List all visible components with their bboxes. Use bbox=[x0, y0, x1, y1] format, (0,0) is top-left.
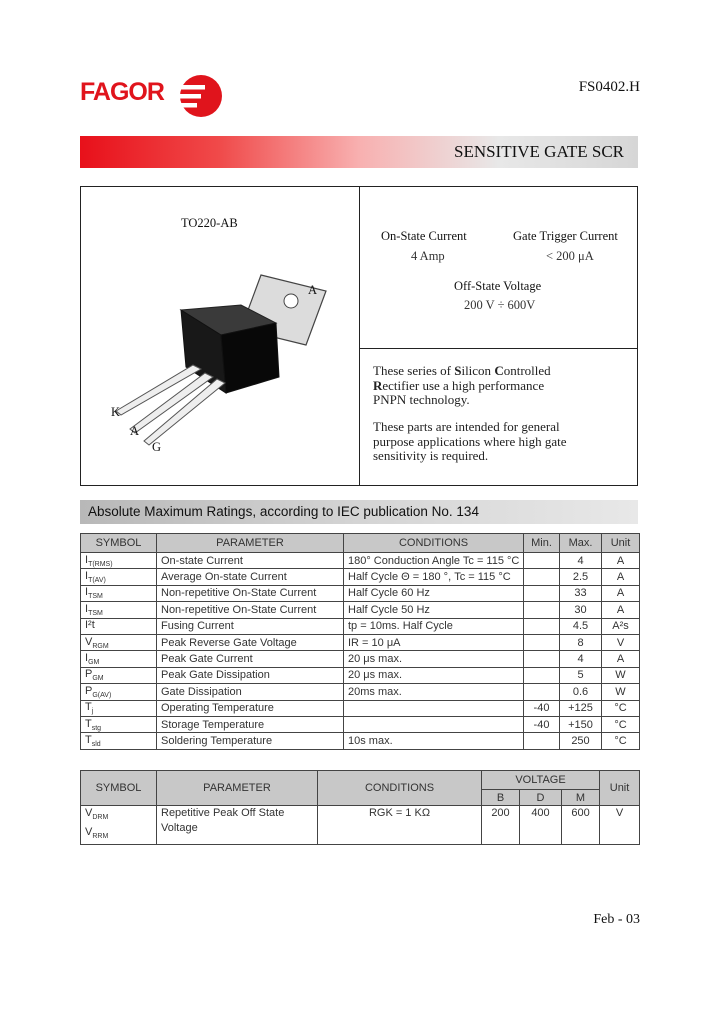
header-conditions: CONDITIONS bbox=[344, 534, 524, 553]
vt-header-symbol: SYMBOL bbox=[81, 771, 157, 806]
rating-conditions: tp = 10ms. Half Cycle bbox=[344, 618, 524, 634]
rating-min bbox=[524, 634, 560, 650]
rating-parameter: Non-repetitive On-State Current bbox=[157, 602, 344, 618]
vt-header-parameter: PARAMETER bbox=[157, 771, 318, 806]
vt-parameter-cell: Repetitive Peak Off State Voltage bbox=[157, 806, 318, 845]
rating-parameter: Average On-state Current bbox=[157, 569, 344, 585]
rating-symbol: $I_{T(AV)}$ bbox=[81, 569, 157, 585]
vt-data-row bbox=[81, 806, 640, 845]
title-banner bbox=[80, 136, 638, 168]
ratings-row bbox=[81, 716, 640, 732]
rating-min bbox=[524, 585, 560, 601]
rating-conditions: 20 μs max. bbox=[344, 667, 524, 683]
brand-logo-text: FAGOR bbox=[80, 78, 164, 106]
rating-parameter: Peak Reverse Gate Voltage bbox=[157, 634, 344, 650]
vertical-divider bbox=[359, 187, 360, 485]
ratings-row bbox=[81, 634, 640, 650]
device-info-box bbox=[80, 186, 638, 486]
gate-trigger-value: < 200 μA bbox=[546, 249, 594, 263]
rating-max: 30 bbox=[560, 602, 602, 618]
rating-symbol: $I_{TSM}$ bbox=[81, 585, 157, 601]
ratings-row bbox=[81, 569, 640, 585]
rating-min bbox=[524, 553, 560, 569]
ratings-section-title: Absolute Maximum Ratings, according to IEC publication No. 134 bbox=[88, 504, 479, 519]
rating-parameter: Fusing Current bbox=[157, 618, 344, 634]
document-id: FS0402.H bbox=[578, 79, 640, 95]
header-max: Max. bbox=[560, 534, 602, 553]
header-min: Min. bbox=[524, 534, 560, 553]
rating-min bbox=[524, 651, 560, 667]
rating-symbol: $T_{sld}$ bbox=[81, 733, 157, 749]
rating-symbol: $P_{GM}$ bbox=[81, 667, 157, 683]
rating-unit: °C bbox=[602, 733, 640, 749]
pin-label-g: G bbox=[152, 440, 162, 454]
ratings-section-header bbox=[80, 500, 638, 524]
rating-conditions: Half Cycle 60 Hz bbox=[344, 585, 524, 601]
vt-grade-d: D bbox=[520, 790, 562, 806]
pin-label-tab: A bbox=[308, 283, 318, 297]
rating-conditions bbox=[344, 716, 524, 732]
rating-conditions: IR = 10 μA bbox=[344, 634, 524, 650]
rating-conditions: Half Cycle 50 Hz bbox=[344, 602, 524, 618]
rating-conditions: 20 μs max. bbox=[344, 651, 524, 667]
vt-value-m: 600 bbox=[562, 806, 600, 845]
ratings-row bbox=[81, 667, 640, 683]
rating-conditions: 20ms max. bbox=[344, 684, 524, 700]
rating-conditions: Half Cycle Θ = 180 °, Tc = 115 °C bbox=[344, 569, 524, 585]
gate-trigger-label: Gate Trigger Current bbox=[513, 229, 618, 243]
off-state-label: Off-State Voltage bbox=[454, 279, 542, 293]
rating-min: -40 bbox=[524, 700, 560, 716]
vt-grade-m: M bbox=[562, 790, 600, 806]
footer-date: Feb - 03 bbox=[593, 912, 640, 927]
rating-min bbox=[524, 569, 560, 585]
rating-symbol: $T_j$ bbox=[81, 700, 157, 716]
rating-symbol: $V_{RGM}$ bbox=[81, 634, 157, 650]
rating-max: +125 bbox=[560, 700, 602, 716]
rating-min bbox=[524, 667, 560, 683]
pin-label-k: K bbox=[111, 405, 121, 419]
vt-grade-b: B bbox=[482, 790, 520, 806]
rating-max: 4 bbox=[560, 553, 602, 569]
description-paragraph-1: These series of Silicon Controlled Rectifier use a high performance PNPN technology. bbox=[373, 363, 551, 407]
rating-min bbox=[524, 733, 560, 749]
vt-value-b: 200 bbox=[482, 806, 520, 845]
rating-unit: A²s bbox=[602, 618, 640, 634]
rating-parameter: Peak Gate Current bbox=[157, 651, 344, 667]
package-name: TO220-AB bbox=[181, 216, 238, 230]
voltage-table bbox=[80, 770, 640, 845]
rating-max: 4.5 bbox=[560, 618, 602, 634]
header-unit: Unit bbox=[602, 534, 640, 553]
rating-unit: V bbox=[602, 634, 640, 650]
vt-value-d: 400 bbox=[520, 806, 562, 845]
rating-max: +150 bbox=[560, 716, 602, 732]
ratings-row bbox=[81, 651, 640, 667]
ratings-row bbox=[81, 602, 640, 618]
vt-symbol-cell: $V_{DRM}$ $V_{RRM}$ bbox=[81, 806, 157, 845]
rating-parameter: Storage Temperature bbox=[157, 716, 344, 732]
ratings-row bbox=[81, 553, 640, 569]
rating-unit: A bbox=[602, 553, 640, 569]
rating-min bbox=[524, 602, 560, 618]
vt-header-voltage: VOLTAGE bbox=[482, 771, 600, 790]
ratings-row bbox=[81, 700, 640, 716]
rating-symbol: $I_{T(RMS)}$ bbox=[81, 553, 157, 569]
on-state-value: 4 Amp bbox=[411, 249, 445, 263]
rating-symbol: $I_{TSM}$ bbox=[81, 602, 157, 618]
off-state-value: 200 V ÷ 600V bbox=[464, 298, 536, 312]
rating-max: 4 bbox=[560, 651, 602, 667]
rating-conditions: 10s max. bbox=[344, 733, 524, 749]
rating-symbol: $I_{GM}$ bbox=[81, 651, 157, 667]
rating-parameter: Operating Temperature bbox=[157, 700, 344, 716]
rating-parameter: Non-repetitive On-State Current bbox=[157, 585, 344, 601]
rating-unit: °C bbox=[602, 716, 640, 732]
rating-max: 0.6 bbox=[560, 684, 602, 700]
pin-label-a: A bbox=[130, 424, 140, 438]
rating-symbol: $P_{G(AV)}$ bbox=[81, 684, 157, 700]
rating-max: 8 bbox=[560, 634, 602, 650]
ratings-row bbox=[81, 618, 640, 634]
vt-header-conditions: CONDITIONS bbox=[318, 771, 482, 806]
vt-conditions-cell: RGK = 1 KΩ bbox=[318, 806, 482, 845]
rating-unit: A bbox=[602, 602, 640, 618]
ratings-row bbox=[81, 585, 640, 601]
fagor-logo-icon bbox=[177, 74, 225, 118]
on-state-label: On-State Current bbox=[381, 229, 467, 243]
description-paragraph-2: These parts are intended for general purpose applications where high gate sensitivity is required. bbox=[373, 419, 567, 463]
rating-max: 2.5 bbox=[560, 569, 602, 585]
rating-unit: A bbox=[602, 569, 640, 585]
rating-conditions bbox=[344, 700, 524, 716]
rating-max: 33 bbox=[560, 585, 602, 601]
rating-unit: W bbox=[602, 684, 640, 700]
rating-min bbox=[524, 618, 560, 634]
rating-parameter: Peak Gate Dissipation bbox=[157, 667, 344, 683]
vt-header-unit: Unit bbox=[600, 771, 640, 806]
rating-parameter: On-state Current bbox=[157, 553, 344, 569]
rating-conditions: 180° Conduction Angle Tc = 115 °C bbox=[344, 553, 524, 569]
ratings-header-row bbox=[81, 534, 640, 553]
rating-max: 250 bbox=[560, 733, 602, 749]
rating-symbol: I²t bbox=[81, 618, 157, 634]
ratings-row bbox=[81, 733, 640, 749]
rating-unit: A bbox=[602, 585, 640, 601]
ratings-row bbox=[81, 684, 640, 700]
rating-parameter: Soldering Temperature bbox=[157, 733, 344, 749]
rating-min: -40 bbox=[524, 716, 560, 732]
header-symbol: SYMBOL bbox=[81, 534, 157, 553]
banner-title: SENSITIVE GATE SCR bbox=[453, 142, 624, 161]
rating-symbol: $T_{stg}$ bbox=[81, 716, 157, 732]
rating-max: 5 bbox=[560, 667, 602, 683]
rating-parameter: Gate Dissipation bbox=[157, 684, 344, 700]
rating-unit: W bbox=[602, 667, 640, 683]
header-parameter: PARAMETER bbox=[157, 534, 344, 553]
horizontal-divider bbox=[359, 348, 637, 349]
rating-unit: °C bbox=[602, 700, 640, 716]
ratings-table bbox=[80, 533, 640, 750]
rating-unit: A bbox=[602, 651, 640, 667]
vt-unit-cell: V bbox=[600, 806, 640, 845]
rating-min bbox=[524, 684, 560, 700]
